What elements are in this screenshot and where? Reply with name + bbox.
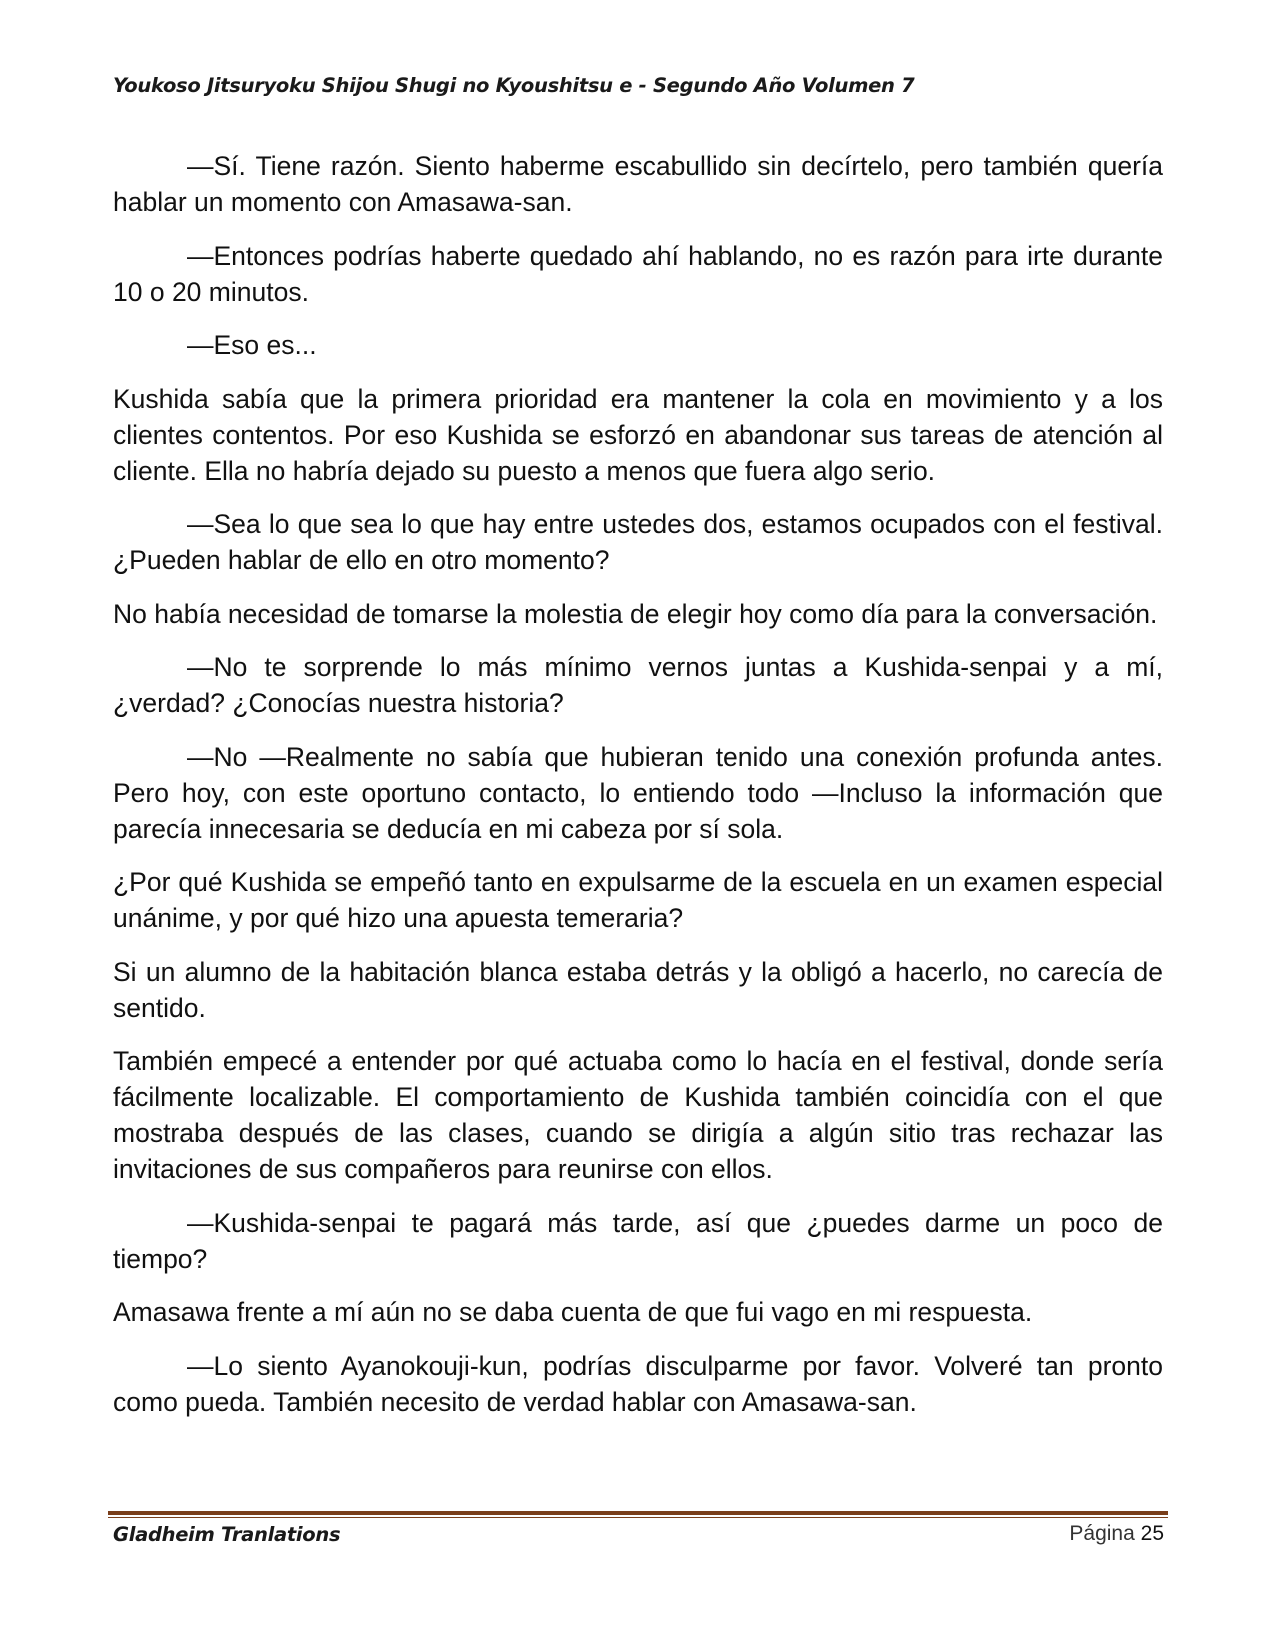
footer-credit: Gladheim Tranlations bbox=[113, 1523, 341, 1546]
footer-divider bbox=[108, 1511, 1168, 1518]
paragraph-narration: Kushida sabía que la primera prioridad era mantener la cola en movimiento y a los clientes contentos. Por eso Kushida se esforzó en abandonar sus tareas de atención al cliente. Ella no habría dejado su puesto a menos que fuera algo serio. bbox=[113, 383, 1163, 486]
page-number: 25 bbox=[1140, 1522, 1164, 1545]
paragraph-narration: También empecé a entender por qué actuaba como lo hacía en el festival, donde sería fácilmente localizable. El comportamiento de Kushida también coincidía con el que mostraba después de las clases, cuando se dirigía a algún sitio tras rechazar las invitaciones de sus compañeros para reunirse con ellos. bbox=[113, 1046, 1163, 1184]
page-label: Página bbox=[1069, 1522, 1135, 1545]
page-number-label bbox=[1069, 1522, 1164, 1546]
body-text bbox=[113, 148, 1163, 1437]
footer-divider-thick bbox=[108, 1511, 1168, 1515]
paragraph-narration: No había necesidad de tomarse la molestia de elegir hoy como día para la conversación. bbox=[113, 598, 1158, 629]
paragraph-dialogue: —Lo siento Ayanokouji-kun, podrías disculparme por favor. Volveré tan pronto como pueda. También necesito de verdad hablar con Amasawa-san. bbox=[113, 1350, 1163, 1417]
paragraph-dialogue: —Sí. Tiene razón. Siento haberme escabullido sin decírtelo, pero también quería hablar un momento con Amasawa-san. bbox=[113, 151, 1163, 217]
paragraph-dialogue: —Sea lo que sea lo que hay entre ustedes dos, estamos ocupados con el festival. ¿Pueden hablar de ello en otro momento? bbox=[113, 509, 1163, 575]
paragraph-narration: ¿Por qué Kushida se empeñó tanto en expulsarme de la escuela en un examen especial unánime, y por qué hizo una apuesta temeraria? bbox=[113, 867, 1163, 933]
paragraph-dialogue: —Kushida-senpai te pagará más tarde, así que ¿puedes darme un poco de tiempo? bbox=[113, 1207, 1163, 1274]
footer-divider-thin bbox=[108, 1517, 1168, 1518]
paragraph-dialogue: —No te sorprende lo más mínimo vernos juntas a Kushida-senpai y a mí, ¿verdad? ¿Conocías nuestra historia? bbox=[113, 652, 1163, 718]
paragraph-dialogue: —Eso es... bbox=[187, 330, 317, 360]
paragraph-dialogue: —No —Realmente no sabía que hubieran tenido una conexión profunda antes. Pero hoy, con este oportuno contacto, lo entiendo todo —Incluso la información que parecía innecesaria se deducía en mi cabeza por sí sola. bbox=[113, 741, 1163, 844]
paragraph-narration: Amasawa frente a mí aún no se daba cuenta de que fui vago en mi respuesta. bbox=[113, 1297, 1033, 1327]
paragraph-narration: Si un alumno de la habitación blanca estaba detrás y la obligó a hacerlo, no carecía de sentido. bbox=[113, 956, 1163, 1023]
paragraph-dialogue: —Entonces podrías haberte quedado ahí hablando, no es razón para irte durante 10 o 20 minutos. bbox=[113, 240, 1163, 307]
page-header-title: Youkoso Jitsuryoku Shijou Shugi no Kyoushitsu e - Segundo Año Volumen 7 bbox=[113, 74, 915, 97]
